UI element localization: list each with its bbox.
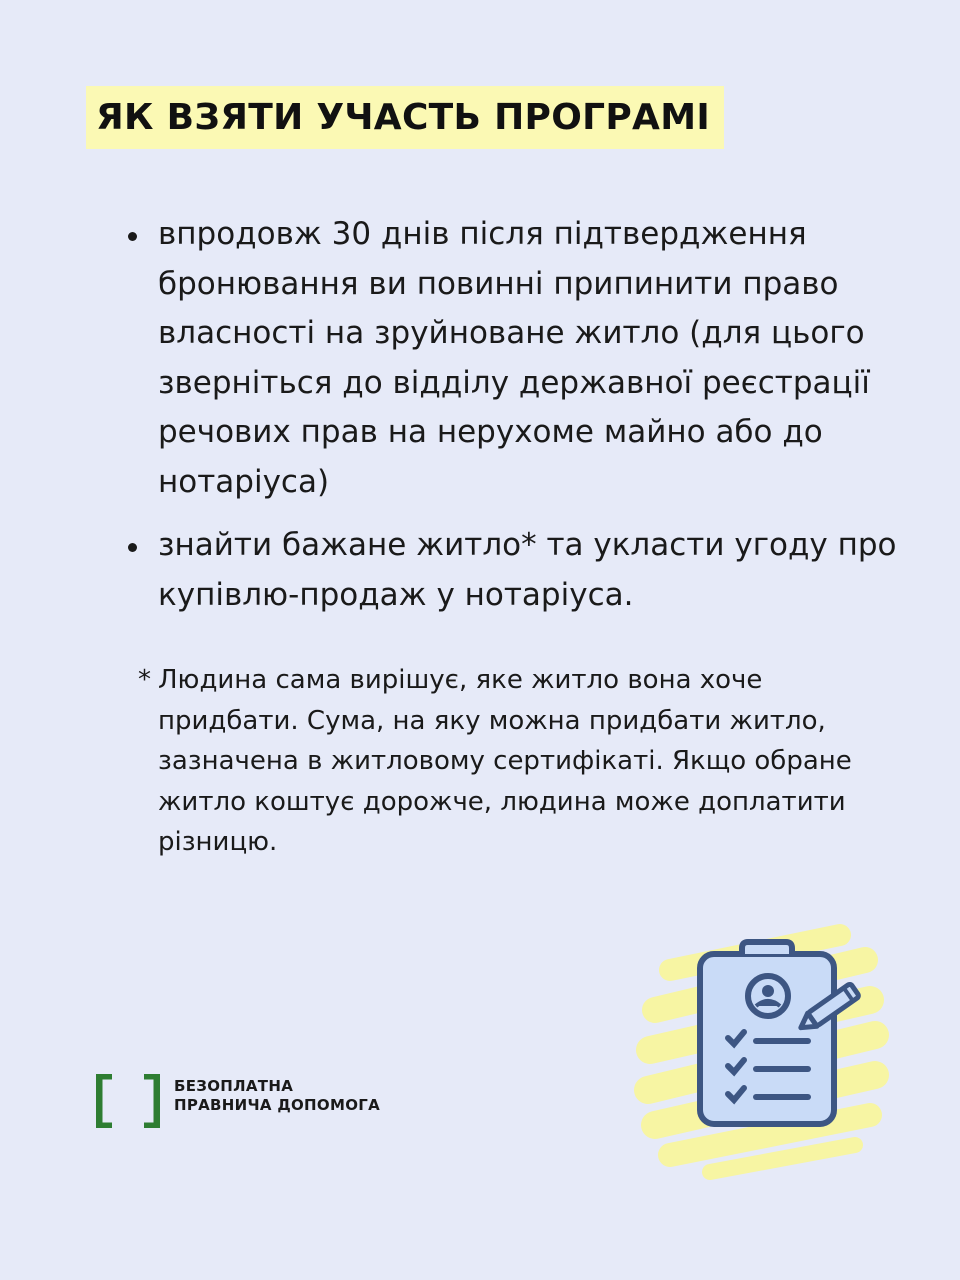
logo-line-1: БЕЗОПЛАТНА	[174, 1077, 294, 1095]
bullet-list	[124, 210, 924, 634]
logo-line-2: ПРАВНИЧА ДОПОМОГА	[174, 1096, 381, 1114]
footnote-text: Людина сама вирішує, яке житло вона хоче придбати. Сума, на яку можна придбати житло, зазначена в житловому сертифікаті. Якщо обране житло коштує дорожче, людина може доплатити різницю.	[158, 665, 852, 857]
title-highlight	[86, 86, 724, 149]
footnote-marker: *	[138, 665, 151, 695]
logo	[96, 1070, 436, 1130]
list-item-text: знайти бажане житло* та укласти угоду про купівлю-продаж у нотаріуса.	[158, 527, 897, 613]
list-item-text: впродовж 30 днів після підтвердження бронювання ви повинні припинити право власності на зруйноване житло (для цього зверніться до відділу державної реєстрації речових прав на нерухоме майно або до нотаріуса)	[158, 216, 870, 500]
logo-bracket-icon	[96, 1074, 160, 1128]
bullet-dot	[128, 543, 137, 552]
footnote	[138, 660, 908, 863]
page-title: ЯК ВЗЯТИ УЧАСТЬ ПРОГРАМІ	[96, 97, 711, 138]
list-item	[124, 210, 924, 507]
bullet-dot	[128, 232, 137, 241]
list-item	[124, 521, 924, 620]
logo-text	[174, 1077, 380, 1115]
clipboard-clip	[742, 942, 792, 954]
clipboard-checklist-icon	[630, 910, 900, 1180]
